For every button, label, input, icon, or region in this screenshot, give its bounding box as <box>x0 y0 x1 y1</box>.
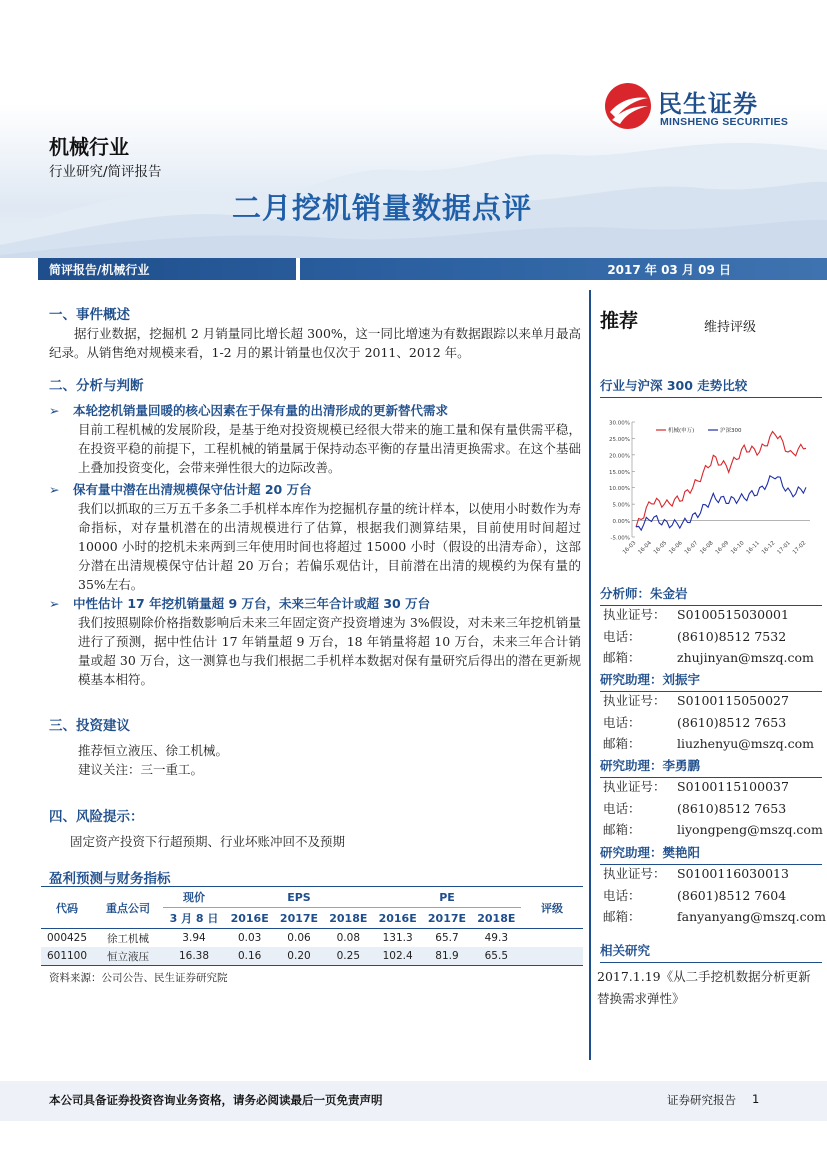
minsheng-logo-icon <box>604 82 652 130</box>
minsheng-logo <box>604 82 794 132</box>
y-tick-label: 5.00% <box>612 502 630 509</box>
cert-value: S0100515030001 <box>677 607 789 622</box>
tel-label: 电话： <box>603 628 641 644</box>
category-label: 简评报告/机械行业 <box>49 263 150 277</box>
mail-link[interactable]: fanyanyang@mszq.com <box>677 909 826 924</box>
event-summary-text: 据行业数据，挖掘机 2 月销量同比增长超 300%，这一同比增速为有数据跟踪以来单月最高纪录。从销售绝对规模来看，1-2 月的累计销量也仅次于 2011、2012 年。 <box>49 326 581 360</box>
table-source-note: 资料来源：公司公告、民生证券研究院 <box>49 972 228 984</box>
footer-label: 证券研究报告 <box>667 1093 736 1107</box>
analyst-name: 樊艳阳 <box>662 845 701 860</box>
section-heading-analysis: 二、分析与判断 <box>49 378 144 394</box>
col-price-date: 3 月 8 日 <box>163 908 225 929</box>
analyst-name: 李勇鹏 <box>662 758 701 773</box>
bullet-text-2: 我们以抓取的三万五千多条二手机样本库作为挖掘机存量的统计样本，以使用小时数作为寿命指标，对存量机潜在的出清规模进行了估算，根据我们测算结果，目前使用时间超过 10000 小时的挖机未来两到三年使用时间也将超过 15000 小时（假设的出清寿命），这部分潜在出清规模保守估计超 20 万台；若偏乐观估计，目前潜在出清的规模约为保有量的 35%左右。 <box>78 501 581 592</box>
tel-label: 电话： <box>603 800 641 816</box>
x-tick-label: 16-04 <box>637 540 653 556</box>
mail-link[interactable]: liuzhenyu@mszq.com <box>677 736 814 751</box>
table-cell: 000425 <box>46 932 88 944</box>
report-date: 2017 年 03 月 09 日 <box>607 263 731 277</box>
x-tick-label: 16-07 <box>683 540 700 556</box>
x-tick-label: 16-11 <box>745 540 762 556</box>
table-cell: 601100 <box>41 947 93 966</box>
tel-label: 电话： <box>603 714 641 730</box>
bullet-text-1: 目前工程机械的发展阶段，是基于绝对投资规模已经很大带来的施工量和保有量供需平稳，在投资平稳的前提下，工程机械的销量属于保持动态平衡的存量出清更换需求。在这个基础上叠加投资变化，会带来弹性很大的边际改善。 <box>78 422 581 475</box>
analyst-role: 分析师： <box>600 586 651 601</box>
report-title: 二月挖机销量数据点评 <box>232 191 533 225</box>
report-header <box>0 0 827 258</box>
analyst-heading-3 <box>600 756 822 778</box>
column-divider <box>589 290 591 1060</box>
table-cell: 徐工机械 <box>107 932 149 945</box>
bullet-heading-3 <box>49 594 430 612</box>
col-company: 重点公司 <box>106 901 150 915</box>
table-cell: 65.5 <box>472 947 521 966</box>
y-tick-label: 0.00% <box>612 519 630 526</box>
table-cell: 0.08 <box>336 932 361 944</box>
y-tick-label: 20.00% <box>609 453 630 460</box>
cert-label: 执业证号： <box>603 779 666 794</box>
arrow-bullet-icon: ➢ <box>49 482 60 497</box>
section-heading-event: 一、事件概述 <box>49 307 130 323</box>
related-research-link[interactable]: 2017.1.19《从二手挖机数据分析更新替换需求弹性》 <box>597 969 811 1006</box>
cert-value: S0100116030013 <box>677 866 789 881</box>
category-date-bar <box>38 258 827 280</box>
cert-value: S0100115050027 <box>677 693 789 708</box>
rating-sub: 维持评级 <box>704 320 757 335</box>
col-eps: EPS <box>287 890 311 904</box>
risk-text: 固定资产投资下行超预期、行业坏账冲回不及预期 <box>70 834 346 849</box>
mail-label: 邮箱： <box>603 822 641 837</box>
analyst-contact-3 <box>603 776 823 841</box>
table-cell: 0.16 <box>225 947 274 966</box>
tel-value: (8610)8512 7653 <box>677 714 787 730</box>
x-tick-label: 16-12 <box>760 540 777 556</box>
col-year: 2018E <box>324 908 373 929</box>
bullet-heading-1-text: 本轮挖机销量回暖的核心因素在于保有量的出清形成的更新替代需求 <box>73 403 449 418</box>
section-heading-risk: 四、风险提示： <box>49 809 144 825</box>
y-tick-label: 10.00% <box>609 486 630 493</box>
table-cell: 恒立液压 <box>93 947 163 966</box>
industry-label: 机械行业 <box>49 135 129 159</box>
cert-value: S0100115100037 <box>677 779 789 794</box>
recommendation-line-1: 推荐恒立液压、徐工机械。 <box>78 743 229 758</box>
arrow-bullet-icon: ➢ <box>49 403 60 418</box>
table-cell <box>521 929 583 948</box>
analyst-heading-2 <box>600 670 822 692</box>
analyst-name: 刘振宇 <box>662 672 701 687</box>
table-row <box>41 947 583 966</box>
bullet-heading-3-text: 中性估计 17 年挖机销量超 9 万台，未来三年合计或超 30 万台 <box>73 596 431 611</box>
mail-link[interactable]: liyongpeng@mszq.com <box>677 822 823 837</box>
mail-label: 邮箱： <box>603 736 641 751</box>
related-research-heading: 相关研究 <box>600 941 822 963</box>
series-line-csi300 <box>636 476 806 530</box>
x-tick-label: 16-08 <box>699 540 715 556</box>
x-tick-label: 16-10 <box>730 540 746 556</box>
table-cell: 3.94 <box>182 932 206 944</box>
table-cell: 131.3 <box>382 932 413 944</box>
analyst-name: 朱金岩 <box>650 586 688 601</box>
forecast-table-title: 盈利预测与财务指标 <box>49 871 171 887</box>
x-tick-label: 16-09 <box>714 540 731 556</box>
table-cell: 65.7 <box>435 932 459 944</box>
col-code: 代码 <box>56 901 78 915</box>
table-cell: 16.38 <box>163 947 225 966</box>
col-rating: 评级 <box>541 901 563 915</box>
x-tick-label: 16-06 <box>668 540 684 556</box>
footer-disclaimer: 本公司具备证券投资咨询业务资格，请务必阅读最后一页免责声明 <box>49 1093 383 1107</box>
report-type-label: 行业研究/简评报告 <box>49 164 162 180</box>
rating-label: 推荐 <box>600 310 639 332</box>
analyst-heading-4 <box>600 843 822 865</box>
tel-label: 电话： <box>603 887 641 903</box>
x-tick-label: 16-05 <box>652 540 669 556</box>
logo-name-cn: 民生证券 <box>658 90 758 118</box>
bullet-heading-1 <box>49 401 448 419</box>
y-tick-label: 30.00% <box>609 420 630 427</box>
legend-label: 机械(申万) <box>668 428 695 434</box>
analyst-role: 研究助理： <box>600 672 663 687</box>
bullet-heading-2-text: 保有量中潜在出清规模保守估计超 20 万台 <box>73 482 312 497</box>
table-cell: 0.03 <box>237 932 262 944</box>
legend-label: 沪深300 <box>720 428 742 434</box>
col-price: 现价 <box>183 891 205 904</box>
table-cell: 81.9 <box>422 947 471 966</box>
analyst-role: 研究助理： <box>600 758 663 773</box>
table-cell: 0.06 <box>287 932 311 944</box>
analyst-contact-1 <box>603 604 814 669</box>
col-pe: PE <box>439 890 455 904</box>
section-heading-recommendation: 三、投资建议 <box>49 718 130 734</box>
cert-label: 执业证号： <box>603 693 666 708</box>
page-number: 1 <box>752 1092 760 1106</box>
recommendation-line-2: 建议关注：三一重工。 <box>78 762 204 777</box>
analyst-contact-2 <box>603 690 814 755</box>
y-tick-label: 25.00% <box>609 436 630 443</box>
tel-value: (8601)8512 7604 <box>677 887 787 903</box>
mail-link[interactable]: zhujinyan@mszq.com <box>677 650 814 665</box>
arrow-bullet-icon: ➢ <box>49 596 60 611</box>
bullet-text-3: 我们按照剔除价格指数影响后未来三年固定资产投资增速为 3%假设，对未来三年挖机销量进行了预测，据中性估计 17 年销量超 9 万台，18 年销量将超 10 万台，未来三年合计销量或超 30 万台，这一测算也与我们根据二手机样本数据对保有量研究后得出的潜在更新规模基本相符。 <box>78 615 581 687</box>
col-year: 2016E <box>373 908 422 929</box>
table-cell <box>521 947 583 966</box>
analyst-role: 研究助理： <box>600 845 663 860</box>
bar-divider <box>296 258 300 280</box>
x-tick-label: 17-02 <box>791 540 808 556</box>
tel-value: (8610)8512 7653 <box>677 800 787 816</box>
mail-label: 邮箱： <box>603 909 641 924</box>
forecast-table <box>41 886 583 966</box>
x-tick-label: 16-03 <box>621 540 638 556</box>
y-tick-label: 15.00% <box>609 469 630 476</box>
trend-chart <box>596 412 818 568</box>
analyst-heading-1 <box>600 584 822 606</box>
tel-value: (8610)8512 7532 <box>677 628 787 644</box>
x-tick-label: 17-01 <box>776 540 792 556</box>
col-year: 2016E <box>225 908 274 929</box>
col-year: 2018E <box>472 908 521 929</box>
cert-label: 执业证号： <box>603 866 666 881</box>
col-year: 2017E <box>274 908 323 929</box>
mail-label: 邮箱： <box>603 650 641 665</box>
cert-label: 执业证号： <box>603 607 666 622</box>
analyst-contact-4 <box>603 863 826 928</box>
bullet-heading-2 <box>49 480 312 498</box>
table-row <box>41 929 583 948</box>
logo-name-en: MINSHENG SECURITIES <box>660 116 789 128</box>
table-cell: 0.20 <box>274 947 323 966</box>
table-cell: 49.3 <box>484 932 509 944</box>
y-tick-label: -5.00% <box>610 535 630 542</box>
table-cell: 0.25 <box>324 947 373 966</box>
table-cell: 102.4 <box>373 947 422 966</box>
col-year: 2017E <box>422 908 471 929</box>
chart-heading: 行业与沪深 300 走势比较 <box>600 376 822 398</box>
